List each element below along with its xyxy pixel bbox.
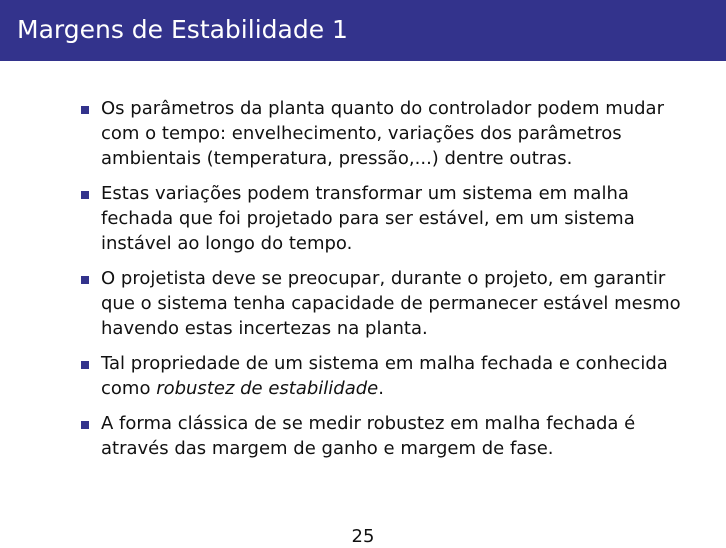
bullet-text: A forma clássica de se medir robustez em malha fechada é através das margem de ganho e margem de fase. xyxy=(101,413,636,459)
bullet-text-italic: robustez de estabilidade xyxy=(156,378,379,399)
bullet-text: O projetista deve se preocupar, durante o projeto, em garantir que o sistema tenha capacidade de permanecer estável mesmo havendo estas incertezas na planta. xyxy=(101,268,681,339)
page-number: 25 xyxy=(351,526,375,547)
square-bullet-icon xyxy=(81,106,89,114)
bullet-text xyxy=(101,353,668,399)
bullet-item xyxy=(78,96,698,171)
bullet-list xyxy=(78,96,698,471)
bullet-item xyxy=(78,351,698,401)
square-bullet-icon xyxy=(81,421,89,429)
bullet-item xyxy=(78,266,698,341)
bullet-text: Os parâmetros da planta quanto do controlador podem mudar com o tempo: envelhecimento, variações dos parâmetros ambientais (temperatura, pressão,...) dentre outras. xyxy=(101,98,664,169)
square-bullet-icon xyxy=(81,191,89,199)
bullet-item xyxy=(78,411,698,461)
square-bullet-icon xyxy=(81,276,89,284)
bullet-item xyxy=(78,181,698,256)
square-bullet-icon xyxy=(81,361,89,369)
bullet-text: Estas variações podem transformar um sistema em malha fechada que foi projetado para ser estável, em um sistema instável ao longo do tempo. xyxy=(101,183,635,254)
slide-title: Margens de Estabilidade 1 xyxy=(17,15,348,44)
bullet-text-before: Tal propriedade de um sistema em malha fechada e conhecida como xyxy=(101,353,668,399)
bullet-text-after: . xyxy=(378,378,384,399)
title-bar xyxy=(0,0,726,61)
